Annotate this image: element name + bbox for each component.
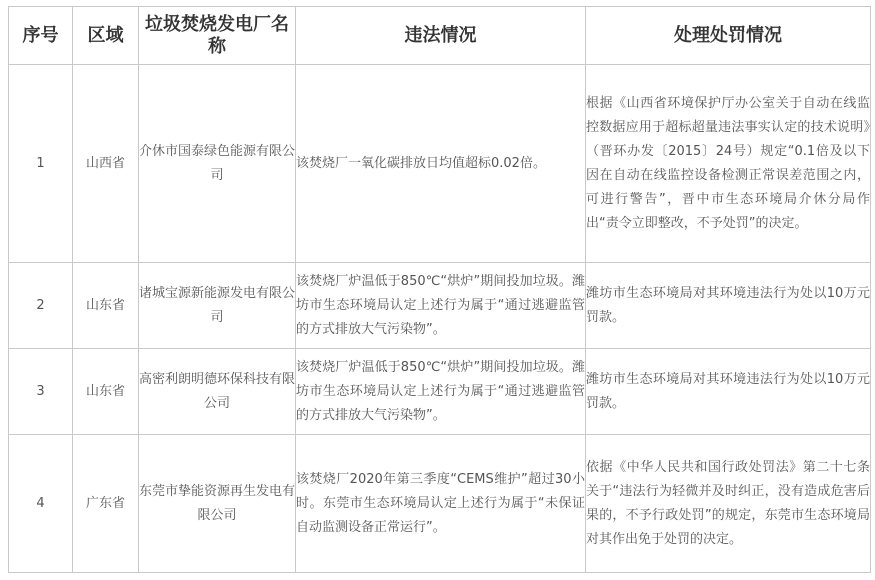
table-row	[9, 435, 871, 573]
cell-violation: 该焚烧厂炉温低于850℃“烘炉”期间投加垃圾。潍坊市生态环境局认定上述行为属于“通过逃避监管的方式排放大气污染物”。	[296, 263, 586, 349]
cell-plant-name: 高密利朗明德环保科技有限公司	[139, 349, 296, 435]
cell-plant-name: 介休市国泰绿色能源有限公司	[139, 65, 296, 263]
cell-penalty: 潍坊市生态环境局对其环境违法行为处以10万元罚款。	[586, 349, 871, 435]
cell-region: 山东省	[73, 349, 139, 435]
cell-violation: 该焚烧厂2020年第三季度“CEMS维护”超过30小时。东莞市生态环境局认定上述行为属于“未保证自动监测设备正常运行”。	[296, 435, 586, 573]
cell-seq: 3	[9, 349, 73, 435]
table-row	[9, 349, 871, 435]
cell-plant-name: 东莞市挚能资源再生发电有限公司	[139, 435, 296, 573]
header-violation: 违法情况	[296, 7, 586, 65]
cell-seq: 4	[9, 435, 73, 573]
cell-seq: 1	[9, 65, 73, 263]
cell-region: 广东省	[73, 435, 139, 573]
cell-region: 山东省	[73, 263, 139, 349]
cell-plant-name: 诸城宝源新能源发电有限公司	[139, 263, 296, 349]
cell-penalty: 依据《中华人民共和国行政处罚法》第二十七条关于“违法行为轻微并及时纠正，没有造成危害后果的，不予行政处罚”的规定，东莞市生态环境局对其作出免于处罚的决定。	[586, 435, 871, 573]
table-header	[9, 7, 871, 65]
cell-region: 山西省	[73, 65, 139, 263]
cell-penalty: 潍坊市生态环境局对其环境违法行为处以10万元罚款。	[586, 263, 871, 349]
cell-seq: 2	[9, 263, 73, 349]
table-row	[9, 263, 871, 349]
cell-penalty: 根据《山西省环境保护厅办公室关于自动在线监控数据应用于超标超量违法事实认定的技术说明》（晋环办发〔2015〕24号）规定“0.1倍及以下因在自动在线监控设备检测正常误差范围之内，可进行警告”，晋中市生态环境局介休分局作出“责令立即整改，不予处罚”的决定。	[586, 65, 871, 263]
table-row	[9, 65, 871, 263]
header-plant-name: 垃圾焚烧发电厂名称	[139, 7, 296, 65]
cell-violation: 该焚烧厂一氧化碳排放日均值超标0.02倍。	[296, 65, 586, 263]
header-region: 区域	[73, 7, 139, 65]
cell-violation: 该焚烧厂炉温低于850℃“烘炉”期间投加垃圾。潍坊市生态环境局认定上述行为属于“通过逃避监管的方式排放大气污染物”。	[296, 349, 586, 435]
header-seq: 序号	[9, 7, 73, 65]
violations-table	[8, 6, 871, 573]
header-row	[9, 7, 871, 65]
header-penalty: 处理处罚情况	[586, 7, 871, 65]
table-body	[9, 65, 871, 573]
